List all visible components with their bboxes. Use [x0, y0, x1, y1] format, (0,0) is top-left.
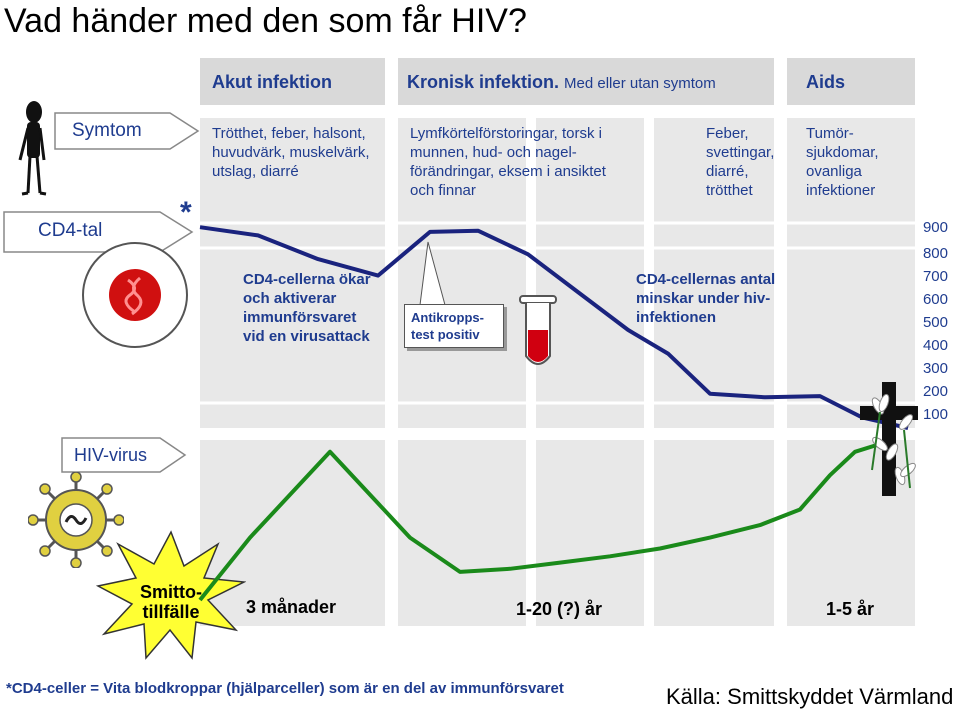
y-tick-label: 700: [922, 268, 948, 285]
grave-cross-icon: [860, 382, 918, 496]
callout-line: Antikropps-: [411, 310, 484, 325]
symptom-line: Tumör-: [806, 125, 854, 142]
timeline-first: 3 månader: [246, 597, 337, 617]
row-label-cd4: CD4-tal: [38, 220, 103, 241]
phase-acute-label: Akut infektion: [212, 72, 332, 92]
y-tick-label: 800: [922, 245, 948, 262]
annotation-line: infektionen: [636, 309, 717, 326]
y-tick-label: 400: [922, 337, 948, 354]
annotation-line: och aktiverar: [243, 290, 337, 307]
page-title: Vad händer med den som får HIV?: [4, 2, 527, 40]
y-tick-label: 500: [922, 314, 948, 331]
symptom-line: svettingar,: [706, 144, 775, 161]
y-tick-label: 600: [922, 291, 948, 308]
symptom-line: utslag, diarré: [212, 163, 299, 180]
infection-label-line: tillfälle: [142, 602, 200, 622]
virus-curve: [200, 444, 880, 600]
y-tick-label: 100: [922, 406, 948, 423]
footnote: *CD4-celler = Vita blodkroppar (hjälparceller) som är en del av immunförsvaret: [6, 680, 564, 697]
phase-chronic-light: Med eller utan symtom: [564, 75, 716, 92]
y-tick-label: 200: [922, 383, 948, 400]
symptom-line: ovanliga: [806, 163, 862, 180]
test-tube-icon: [520, 296, 556, 364]
annotation-line: immunförsvaret: [243, 309, 357, 326]
row-label-hiv: HIV-virus: [74, 445, 148, 465]
annotation-line: CD4-cellernas antal: [636, 271, 776, 288]
antibody-test-callout: [404, 304, 504, 348]
symptom-line: sjukdomar,: [806, 144, 879, 161]
symptom-line: Lymfkörtelförstoringar, torsk i: [410, 125, 603, 142]
symptom-line: diarré,: [706, 163, 749, 180]
symptom-line: munnen, hud- och nagel-: [410, 144, 577, 161]
cd4-curve: [200, 227, 908, 428]
y-tick-label: 900: [922, 219, 948, 236]
annotation-line: vid en virusattack: [243, 328, 370, 345]
row-label-symptom: Symtom: [72, 120, 142, 141]
y-tick-label: 300: [922, 360, 948, 377]
callout-line: test positiv: [411, 327, 480, 342]
symptom-line: förändringar, eksem i ansiktet: [410, 163, 606, 180]
symptom-line: huvudvärk, muskelvärk,: [212, 144, 370, 161]
callout-pointer: [420, 242, 445, 305]
symptom-line: infektioner: [806, 182, 876, 199]
symptom-line: och finnar: [410, 182, 476, 199]
symptom-line: trötthet: [706, 182, 753, 199]
annotation-line: CD4-cellerna ökar: [243, 271, 371, 288]
annotation-line: minskar under hiv-: [636, 290, 771, 307]
symptom-line: Trötthet, feber, halsont,: [212, 125, 366, 142]
timeline-second: 1-20 (?) år: [516, 599, 603, 619]
symptom-line: Feber,: [706, 125, 749, 142]
source-credit: Källa: Smittskyddet Värmland: [666, 684, 954, 709]
phase-aids-label: Aids: [806, 72, 846, 92]
timeline-third: 1-5 år: [826, 599, 875, 619]
infection-label-line: Smitto-: [140, 582, 202, 602]
phase-chronic-bold: Kronisk infektion.: [407, 72, 560, 92]
cd4-asterisk: *: [180, 196, 192, 229]
